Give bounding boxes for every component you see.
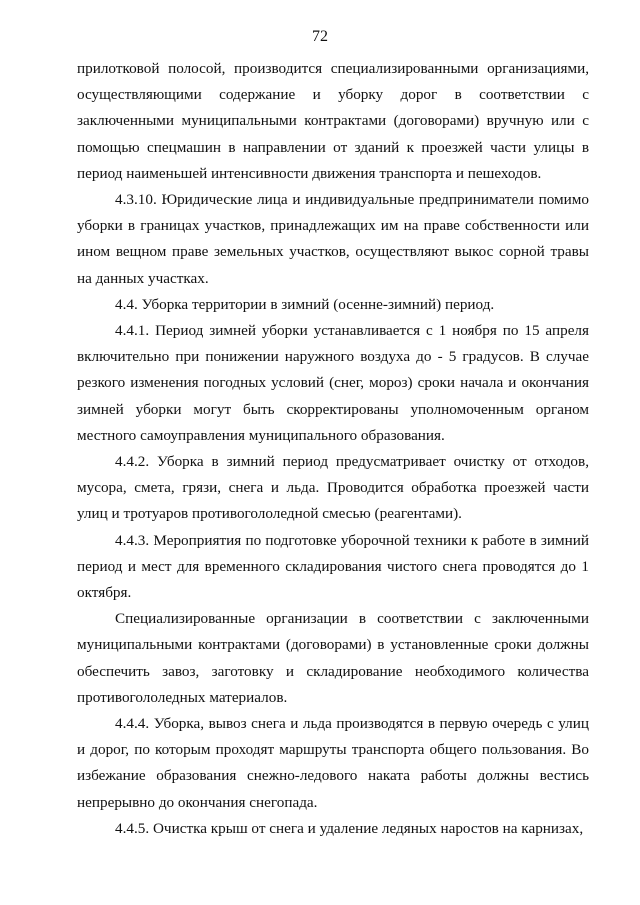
page-number: 72	[312, 28, 328, 45]
document-body	[77, 56, 589, 842]
paragraph-4-3-10: 4.3.10. Юридические лица и индивидуальные предприниматели помимо уборки в границах участков, принадлежащих им на праве собственности или ином вещном праве земельных участков, осуществляют выкос сорной травы на данных участках.	[77, 191, 589, 287]
paragraph-4-4-1: 4.4.1. Период зимней уборки устанавливается с 1 ноября по 15 апреля включительно при понижении наружного воздуха до - 5 градусов. В случае резкого изменения погодных условий (снег, мороз) сроки начала и окончания зимней уборки могут быть скорректированы уполномоченным органом местного самоуправления муниципального образования.	[77, 322, 589, 444]
paragraph-specialized-organizations: Специализированные организации в соответствии с заключенными муниципальными контрактами (договорами) в установленные сроки должны обеспечить завоз, заготовку и складирование необходимого количества противогололедных материалов.	[77, 610, 589, 706]
paragraph-4-4-4: 4.4.4. Уборка, вывоз снега и льда производятся в первую очередь с улиц и дорог, по которым проходят маршруты транспорта общего пользования. Во избежание образования снежно-ледового наката работы должны вестись непрерывно до окончания снегопада.	[77, 715, 589, 811]
paragraph-continuation: прилотковой полосой, производится специализированными организациями, осуществляющими содержание и уборку дорог в соответствии с заключенными муниципальными контрактами (договорами) вручную или с помощью спецмашин в направлении от зданий к проезжей части улицы в период наименьшей интенсивности движения транспорта и пешеходов.	[77, 60, 589, 182]
paragraph-4-4-5: 4.4.5. Очистка крыш от снега и удаление ледяных наростов на карнизах,	[115, 819, 584, 837]
paragraph-4-4-3: 4.4.3. Мероприятия по подготовке уборочной техники к работе в зимний период и мест для временного складирования чистого снега проводятся до 1 октября.	[77, 531, 589, 602]
section-heading-4-4: 4.4. Уборка территории в зимний (осенне-зимний) период.	[115, 295, 495, 313]
paragraph-4-4-2: 4.4.2. Уборка в зимний период предусматривает очистку от отходов, мусора, смета, грязи, снега и льда. Проводится обработка проезжей части улиц и тротуаров противогололедной смесью (реагентами).	[77, 453, 589, 523]
